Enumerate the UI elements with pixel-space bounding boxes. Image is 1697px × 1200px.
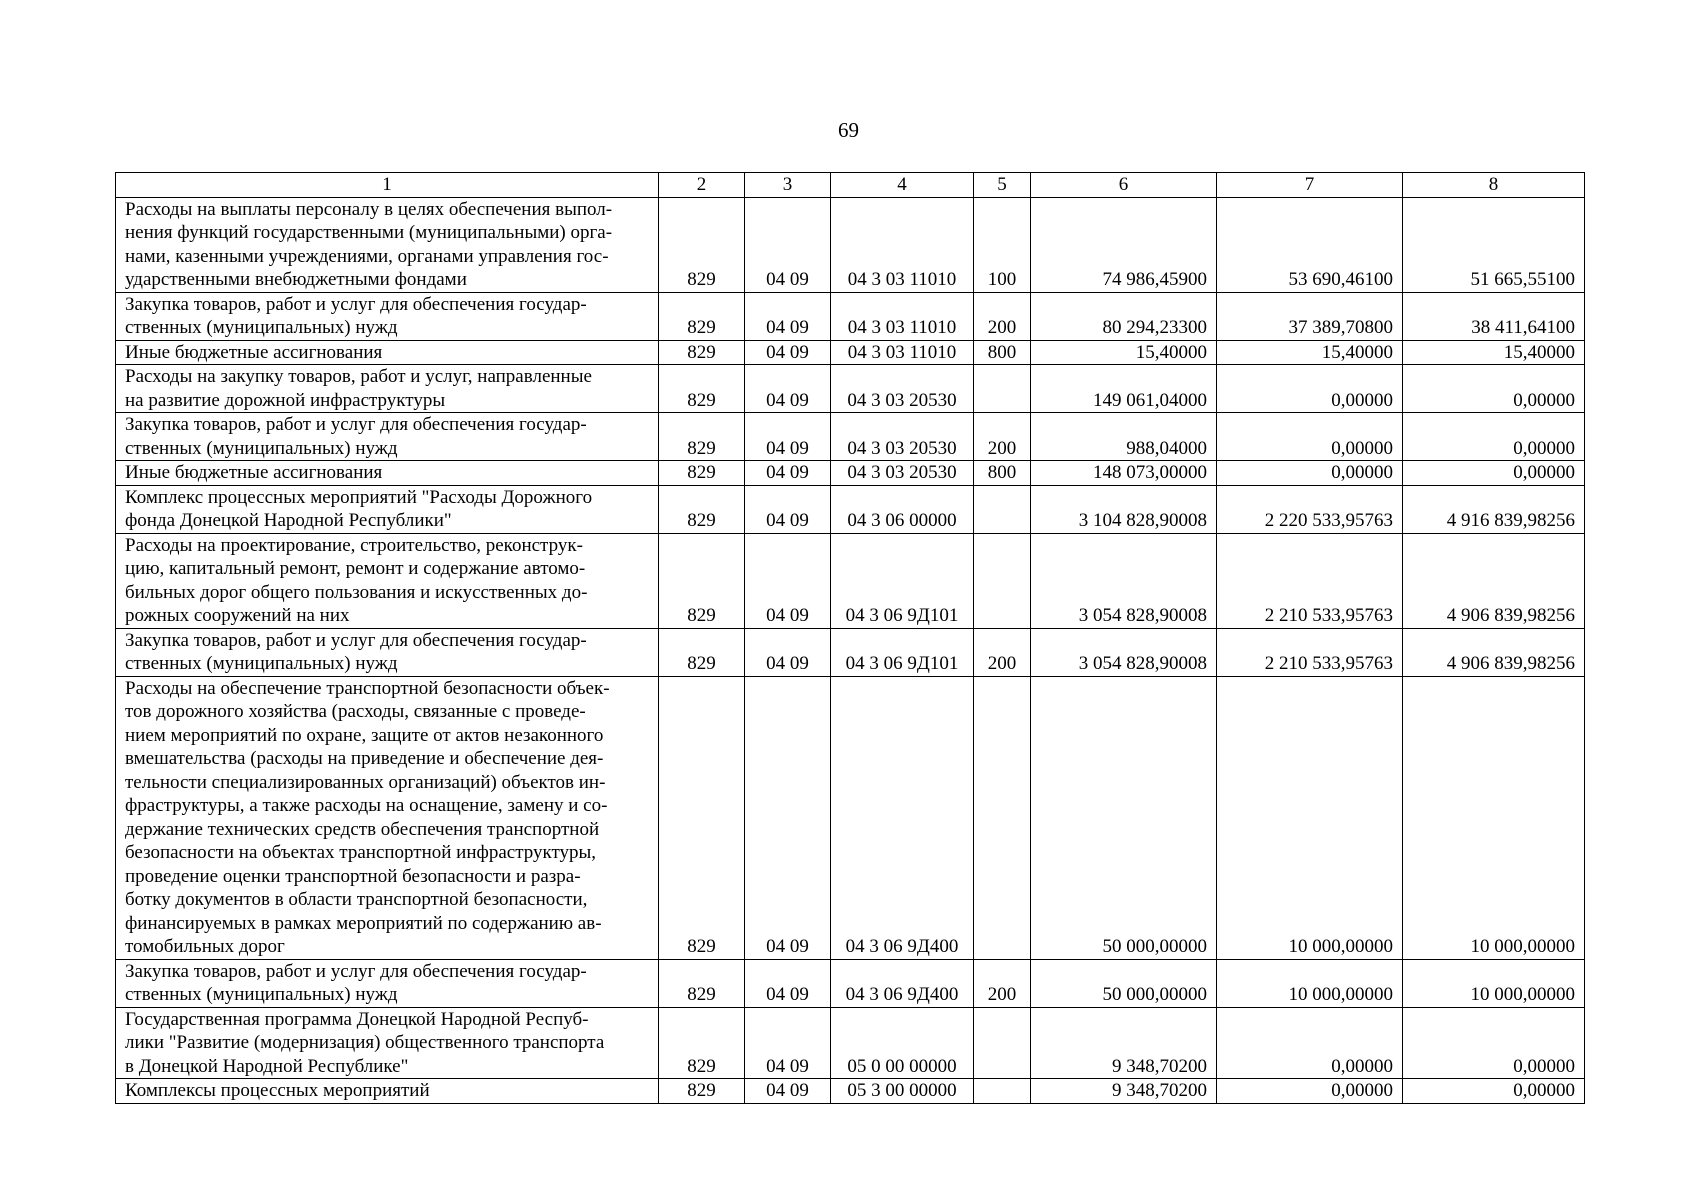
description-line: проведение оценки транспортной безопасности и разра-	[125, 865, 581, 887]
amount-cell: 2 220 533,95763	[1217, 485, 1403, 533]
description-line: в Донецкой Народной Республике"	[125, 1055, 409, 1077]
target-article-cell: 04 3 03 20530	[831, 365, 974, 413]
description-cell	[116, 461, 659, 486]
description-line: бильных дорог общего пользования и искусственных до-	[125, 581, 588, 603]
amount-cell: 0,00000	[1217, 1079, 1403, 1104]
description-line: ударственными внебюджетными фондами	[125, 269, 467, 290]
description-cell	[116, 365, 659, 413]
amount-cell: 0,00000	[1217, 461, 1403, 486]
description-line: нения функций государственными (муниципальными) орга-	[125, 222, 613, 243]
description-line: ственных (муниципальных) нужд	[125, 653, 398, 674]
amount-cell: 80 294,23300	[1031, 292, 1217, 340]
table-row	[116, 533, 1585, 628]
amount-cell: 2 210 533,95763	[1217, 628, 1403, 676]
description-line: тельности специализированных организаций) объектов ин-	[125, 771, 606, 793]
amount-cell: 10 000,00000	[1217, 959, 1403, 1007]
expense-type-cell: 200	[974, 959, 1031, 1007]
target-article-cell: 04 3 06 9Д400	[831, 676, 974, 959]
amount-cell: 51 665,55100	[1403, 197, 1585, 292]
amount-cell: 0,00000	[1403, 1007, 1585, 1079]
target-article-cell: 04 3 06 9Д101	[831, 533, 974, 628]
expense-type-cell: 800	[974, 461, 1031, 486]
amount-cell: 53 690,46100	[1217, 197, 1403, 292]
description-cell	[116, 628, 659, 676]
expense-type-cell	[974, 1079, 1031, 1104]
description-line: фонда Донецкой Народной Республики"	[125, 510, 452, 531]
expense-type-cell	[974, 676, 1031, 959]
description-line: Государственная программа Донецкой Народной Респуб-	[125, 1008, 589, 1030]
amount-cell: 4 906 839,98256	[1403, 533, 1585, 628]
amount-cell: 0,00000	[1403, 413, 1585, 461]
description-line: нием мероприятий по охране, защите от актов незаконного	[125, 724, 604, 746]
target-article-cell: 05 0 00 00000	[831, 1007, 974, 1079]
target-article-cell: 05 3 00 00000	[831, 1079, 974, 1104]
amount-cell: 50 000,00000	[1031, 959, 1217, 1007]
amount-cell: 4 916 839,98256	[1403, 485, 1585, 533]
amount-cell: 10 000,00000	[1403, 959, 1585, 1007]
table-row	[116, 197, 1585, 292]
description-cell	[116, 197, 659, 292]
section-code-cell: 04 09	[745, 1007, 831, 1079]
amount-cell: 0,00000	[1217, 1007, 1403, 1079]
description-line: на развитие дорожной инфраструктуры	[125, 389, 446, 411]
target-article-cell: 04 3 03 20530	[831, 461, 974, 486]
description-line: томобильных дорог	[125, 936, 285, 957]
description-line: Расходы на проектирование, строительство, реконструк-	[125, 534, 583, 556]
target-article-cell: 04 3 06 00000	[831, 485, 974, 533]
section-code-cell: 04 09	[745, 1079, 831, 1104]
section-code-cell: 04 09	[745, 197, 831, 292]
description-line: Закупка товаров, работ и услуг для обеспечения государ-	[125, 293, 587, 315]
header-cell: 8	[1403, 173, 1585, 198]
expense-type-cell	[974, 533, 1031, 628]
header-cell: 4	[831, 173, 974, 198]
description-cell	[116, 485, 659, 533]
description-line: держание технических средств обеспечения транспортной	[125, 818, 600, 840]
header-cell: 5	[974, 173, 1031, 198]
header-cell: 2	[659, 173, 745, 198]
description-line: ботку документов в области транспортной безопасности,	[125, 889, 588, 910]
table-row	[116, 959, 1585, 1007]
header-cell: 1	[116, 173, 659, 198]
amount-cell: 0,00000	[1403, 365, 1585, 413]
table-row	[116, 676, 1585, 959]
table-row	[116, 365, 1585, 413]
section-code-cell: 04 09	[745, 628, 831, 676]
amount-cell: 149 061,04000	[1031, 365, 1217, 413]
description-cell	[116, 292, 659, 340]
table-row	[116, 292, 1585, 340]
amount-cell: 74 986,45900	[1031, 197, 1217, 292]
amount-cell: 0,00000	[1217, 365, 1403, 413]
expense-type-cell: 200	[974, 413, 1031, 461]
description-cell	[116, 676, 659, 959]
expense-type-cell: 800	[974, 340, 1031, 365]
table-row	[116, 485, 1585, 533]
chapter-code-cell: 829	[659, 365, 745, 413]
expense-type-cell: 200	[974, 628, 1031, 676]
chapter-code-cell: 829	[659, 959, 745, 1007]
description-line: Закупка товаров, работ и услуг для обеспечения государ-	[125, 414, 587, 435]
description-line: лики "Развитие (модернизация) общественного транспорта	[125, 1032, 605, 1053]
amount-cell: 9 348,70200	[1031, 1079, 1217, 1104]
description-line: ственных (муниципальных) нужд	[125, 317, 398, 338]
description-cell	[116, 533, 659, 628]
amount-cell: 9 348,70200	[1031, 1007, 1217, 1079]
description-line: Комплекс процессных мероприятий "Расходы Дорожного	[125, 486, 593, 508]
page-number: 69	[838, 118, 859, 142]
table-row	[116, 413, 1585, 461]
section-code-cell: 04 09	[745, 959, 831, 1007]
chapter-code-cell: 829	[659, 1007, 745, 1079]
amount-cell: 50 000,00000	[1031, 676, 1217, 959]
amount-cell: 3 054 828,90008	[1031, 628, 1217, 676]
chapter-code-cell: 829	[659, 485, 745, 533]
expense-type-cell	[974, 365, 1031, 413]
description-line: ственных (муниципальных) нужд	[125, 984, 398, 1005]
budget-table	[115, 172, 1585, 1104]
amount-cell: 988,04000	[1031, 413, 1217, 461]
description-line: Расходы на закупку товаров, работ и услуг, направленные	[125, 366, 592, 387]
description-cell	[116, 959, 659, 1007]
section-code-cell: 04 09	[745, 365, 831, 413]
header-cell: 3	[745, 173, 831, 198]
amount-cell: 10 000,00000	[1403, 676, 1585, 959]
amount-cell: 0,00000	[1217, 413, 1403, 461]
amount-cell: 15,40000	[1403, 340, 1585, 365]
description-line: Расходы на обеспечение транспортной безопасности объек-	[125, 677, 610, 699]
amount-cell: 148 073,00000	[1031, 461, 1217, 486]
chapter-code-cell: 829	[659, 676, 745, 959]
expense-type-cell	[974, 485, 1031, 533]
table-row	[116, 1079, 1585, 1104]
section-code-cell: 04 09	[745, 292, 831, 340]
expense-type-cell: 100	[974, 197, 1031, 292]
table-row	[116, 340, 1585, 365]
section-code-cell: 04 09	[745, 461, 831, 486]
header-cell: 6	[1031, 173, 1217, 198]
amount-cell: 15,40000	[1217, 340, 1403, 365]
chapter-code-cell: 829	[659, 413, 745, 461]
expense-type-cell: 200	[974, 292, 1031, 340]
target-article-cell: 04 3 03 20530	[831, 413, 974, 461]
chapter-code-cell: 829	[659, 628, 745, 676]
target-article-cell: 04 3 03 11010	[831, 292, 974, 340]
description-line: финансируемых в рамках мероприятий по содержанию ав-	[125, 912, 602, 934]
description-line: фраструктуры, а также расходы на оснащение, замену и со-	[125, 795, 608, 816]
chapter-code-cell: 829	[659, 197, 745, 292]
chapter-code-cell: 829	[659, 461, 745, 486]
table-row	[116, 1007, 1585, 1079]
description-line: тов дорожного хозяйства (расходы, связанные с проведе-	[125, 701, 586, 722]
description-cell	[116, 1007, 659, 1079]
description-line: Иные бюджетные ассигнования	[125, 462, 383, 483]
description-line: рожных сооружений на них	[125, 605, 350, 626]
amount-cell: 0,00000	[1403, 1079, 1585, 1104]
expense-type-cell	[974, 1007, 1031, 1079]
amount-cell: 10 000,00000	[1217, 676, 1403, 959]
target-article-cell: 04 3 06 9Д101	[831, 628, 974, 676]
description-line: Иные бюджетные ассигнования	[125, 341, 383, 363]
description-line: нами, казенными учреждениями, органами управления гос-	[125, 245, 609, 267]
description-cell	[116, 1079, 659, 1104]
section-code-cell: 04 09	[745, 413, 831, 461]
description-line: ственных (муниципальных) нужд	[125, 437, 398, 459]
description-cell	[116, 340, 659, 365]
chapter-code-cell: 829	[659, 533, 745, 628]
target-article-cell: 04 3 03 11010	[831, 197, 974, 292]
description-line: Расходы на выплаты персоналу в целях обеспечения выпол-	[125, 198, 613, 220]
section-code-cell: 04 09	[745, 340, 831, 365]
amount-cell: 3 054 828,90008	[1031, 533, 1217, 628]
description-line: цию, капитальный ремонт, ремонт и содержание автомо-	[125, 558, 586, 579]
description-line: Закупка товаров, работ и услуг для обеспечения государ-	[125, 960, 587, 982]
chapter-code-cell: 829	[659, 1079, 745, 1104]
amount-cell: 38 411,64100	[1403, 292, 1585, 340]
amount-cell: 3 104 828,90008	[1031, 485, 1217, 533]
section-code-cell: 04 09	[745, 533, 831, 628]
amount-cell: 4 906 839,98256	[1403, 628, 1585, 676]
section-code-cell: 04 09	[745, 676, 831, 959]
chapter-code-cell: 829	[659, 340, 745, 365]
section-code-cell: 04 09	[745, 485, 831, 533]
header-row	[116, 173, 1585, 198]
amount-cell: 15,40000	[1031, 340, 1217, 365]
amount-cell: 0,00000	[1403, 461, 1585, 486]
description-line: вмешательства (расходы на приведение и обеспечение дея-	[125, 748, 604, 769]
description-line: Комплексы процессных мероприятий	[125, 1080, 430, 1101]
table-row	[116, 461, 1585, 486]
table-row	[116, 628, 1585, 676]
header-cell: 7	[1217, 173, 1403, 198]
description-line: безопасности на объектах транспортной инфраструктуры,	[125, 842, 597, 863]
amount-cell: 37 389,70800	[1217, 292, 1403, 340]
chapter-code-cell: 829	[659, 292, 745, 340]
description-line: Закупка товаров, работ и услуг для обеспечения государ-	[125, 629, 587, 651]
target-article-cell: 04 3 06 9Д400	[831, 959, 974, 1007]
description-cell	[116, 413, 659, 461]
target-article-cell: 04 3 03 11010	[831, 340, 974, 365]
amount-cell: 2 210 533,95763	[1217, 533, 1403, 628]
